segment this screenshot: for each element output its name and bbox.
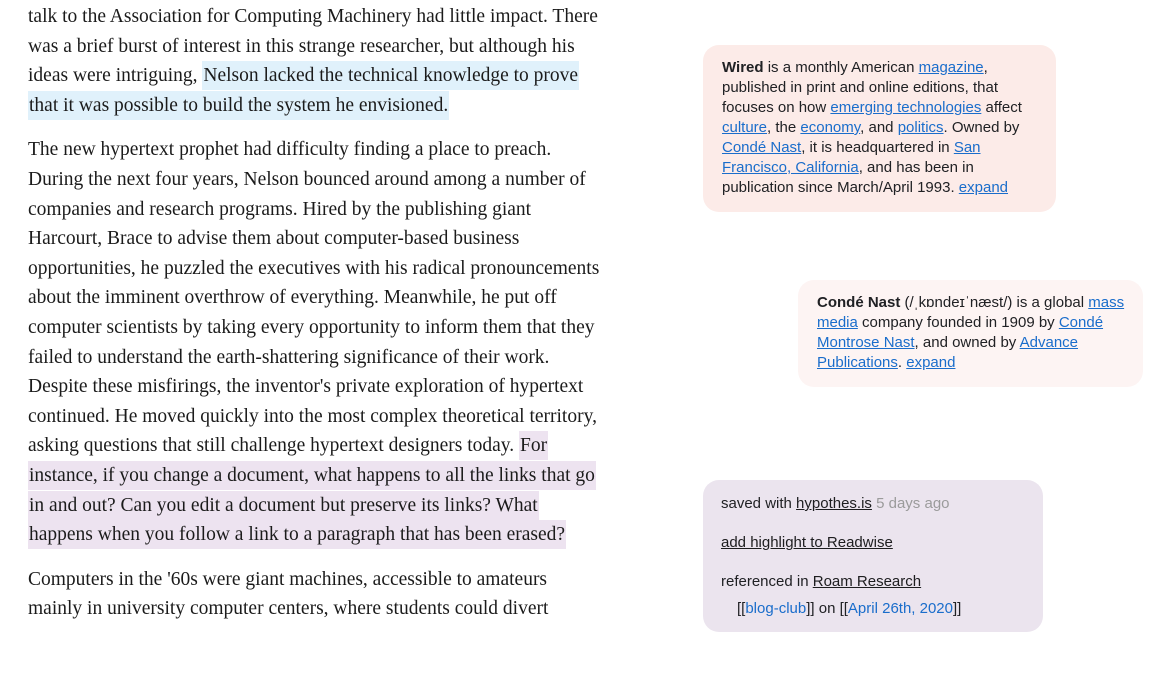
blue-highlight[interactable]: Nelson lacked the technical knowledge to prove that it was possible to build the system he envisioned. [28, 61, 579, 120]
text: . [897, 354, 907, 371]
blog-club-link[interactable]: blog-club [745, 600, 807, 617]
text: [[ [737, 600, 746, 617]
mass-media-link[interactable]: mass media [817, 294, 1125, 331]
text: , and [860, 119, 898, 136]
text: . Owned by [943, 119, 1020, 136]
hypothesis-link[interactable]: hypothes.is [796, 495, 872, 512]
purple-highlight[interactable]: For instance, if you change a document, what happens to all the links that go in and out? Can you edit a document but preserve its links? What happens when you follow a link to a paragraph that has been erased? [28, 431, 596, 549]
referenced-in-row [721, 572, 1025, 592]
politics-link[interactable]: politics [897, 119, 944, 136]
text: is a monthly American [763, 59, 919, 76]
text: Computers in the '60s were giant machines, accessible to amateurs mainly in university computer centers, where students could divert [28, 568, 549, 620]
emerging-technologies-link[interactable]: emerging technologies [830, 99, 982, 116]
text: talk to the Association for Computing Machinery had little impact. There was a brief burst of interest in this strange researcher, but although his ideas were intriguing, [28, 6, 598, 87]
conde-nast-info-card [798, 280, 1143, 387]
text: , it is headquartered in [801, 139, 954, 156]
culture-link[interactable]: culture [722, 119, 768, 136]
text: , and owned by [914, 334, 1020, 351]
article-paragraph [28, 565, 603, 624]
text: , and has been in publication since March/April 1993. [722, 159, 974, 196]
timestamp: 5 days ago [876, 495, 950, 512]
text: referenced in [721, 573, 813, 590]
economy-link[interactable]: economy [800, 119, 861, 136]
readwise-row [721, 533, 1025, 553]
conde-nast-card-text [817, 293, 1125, 373]
roam-research-link[interactable]: Roam Research [812, 573, 922, 590]
article-paragraph [28, 2, 603, 120]
san-francisco-california-link[interactable]: San Francisco, California [722, 139, 981, 176]
text: The new hypertext prophet had difficulty finding a place to preach. During the next four years, Nelson bounced around among a number of companies and research programs. Hired by the publishing giant Harcourt, Brace to advise them about computer-based business opportunities, he puzzled the executives with his radical pronouncements about the imminent overthrow of everything. Meanwhile, he put off computer scientists by taking every opportunity to inform them that they failed to understand the earth-shattering significance of their work. Despite these misfirings, the inventor's private exploration of hypertext continued. He moved quickly into the most complex theoretical territory, asking questions that still challenge hypertext designers today. [28, 139, 600, 457]
date-link[interactable]: April 26th, 2020 [847, 600, 953, 617]
expand-link[interactable]: expand [906, 354, 956, 371]
conde-montrose-nast-link[interactable]: Condé Montrose Nast [817, 314, 1104, 351]
magazine-link[interactable]: magazine [918, 59, 984, 76]
conde-nast-title: Condé Nast [817, 294, 901, 311]
roam-reference-row [721, 599, 1025, 619]
text: ]] on [[ [806, 600, 848, 617]
article-text-column [28, 2, 603, 639]
text: affect [981, 99, 1022, 116]
text: company founded in 1909 by [857, 314, 1059, 331]
conde-nast-link[interactable]: Condé Nast [722, 139, 802, 156]
annotation-card [703, 480, 1043, 632]
text: saved with [721, 495, 797, 512]
expand-link[interactable]: expand [958, 179, 1009, 196]
wired-card-text [722, 58, 1038, 198]
text: ]] [953, 600, 962, 617]
text: , published in print and online editions, that focuses on how [722, 59, 999, 116]
saved-with-row [721, 494, 1025, 514]
add-highlight-to-readwise-link[interactable]: add highlight to Readwise [721, 534, 893, 551]
wired-info-card [703, 45, 1056, 212]
article-paragraph [28, 135, 603, 549]
text: , the [767, 119, 801, 136]
wired-title: Wired [722, 59, 764, 76]
text: (/ˌkɒndeɪˈnæst/) is a global [900, 294, 1089, 311]
advance-publications-link[interactable]: Advance Publications [817, 334, 1079, 371]
